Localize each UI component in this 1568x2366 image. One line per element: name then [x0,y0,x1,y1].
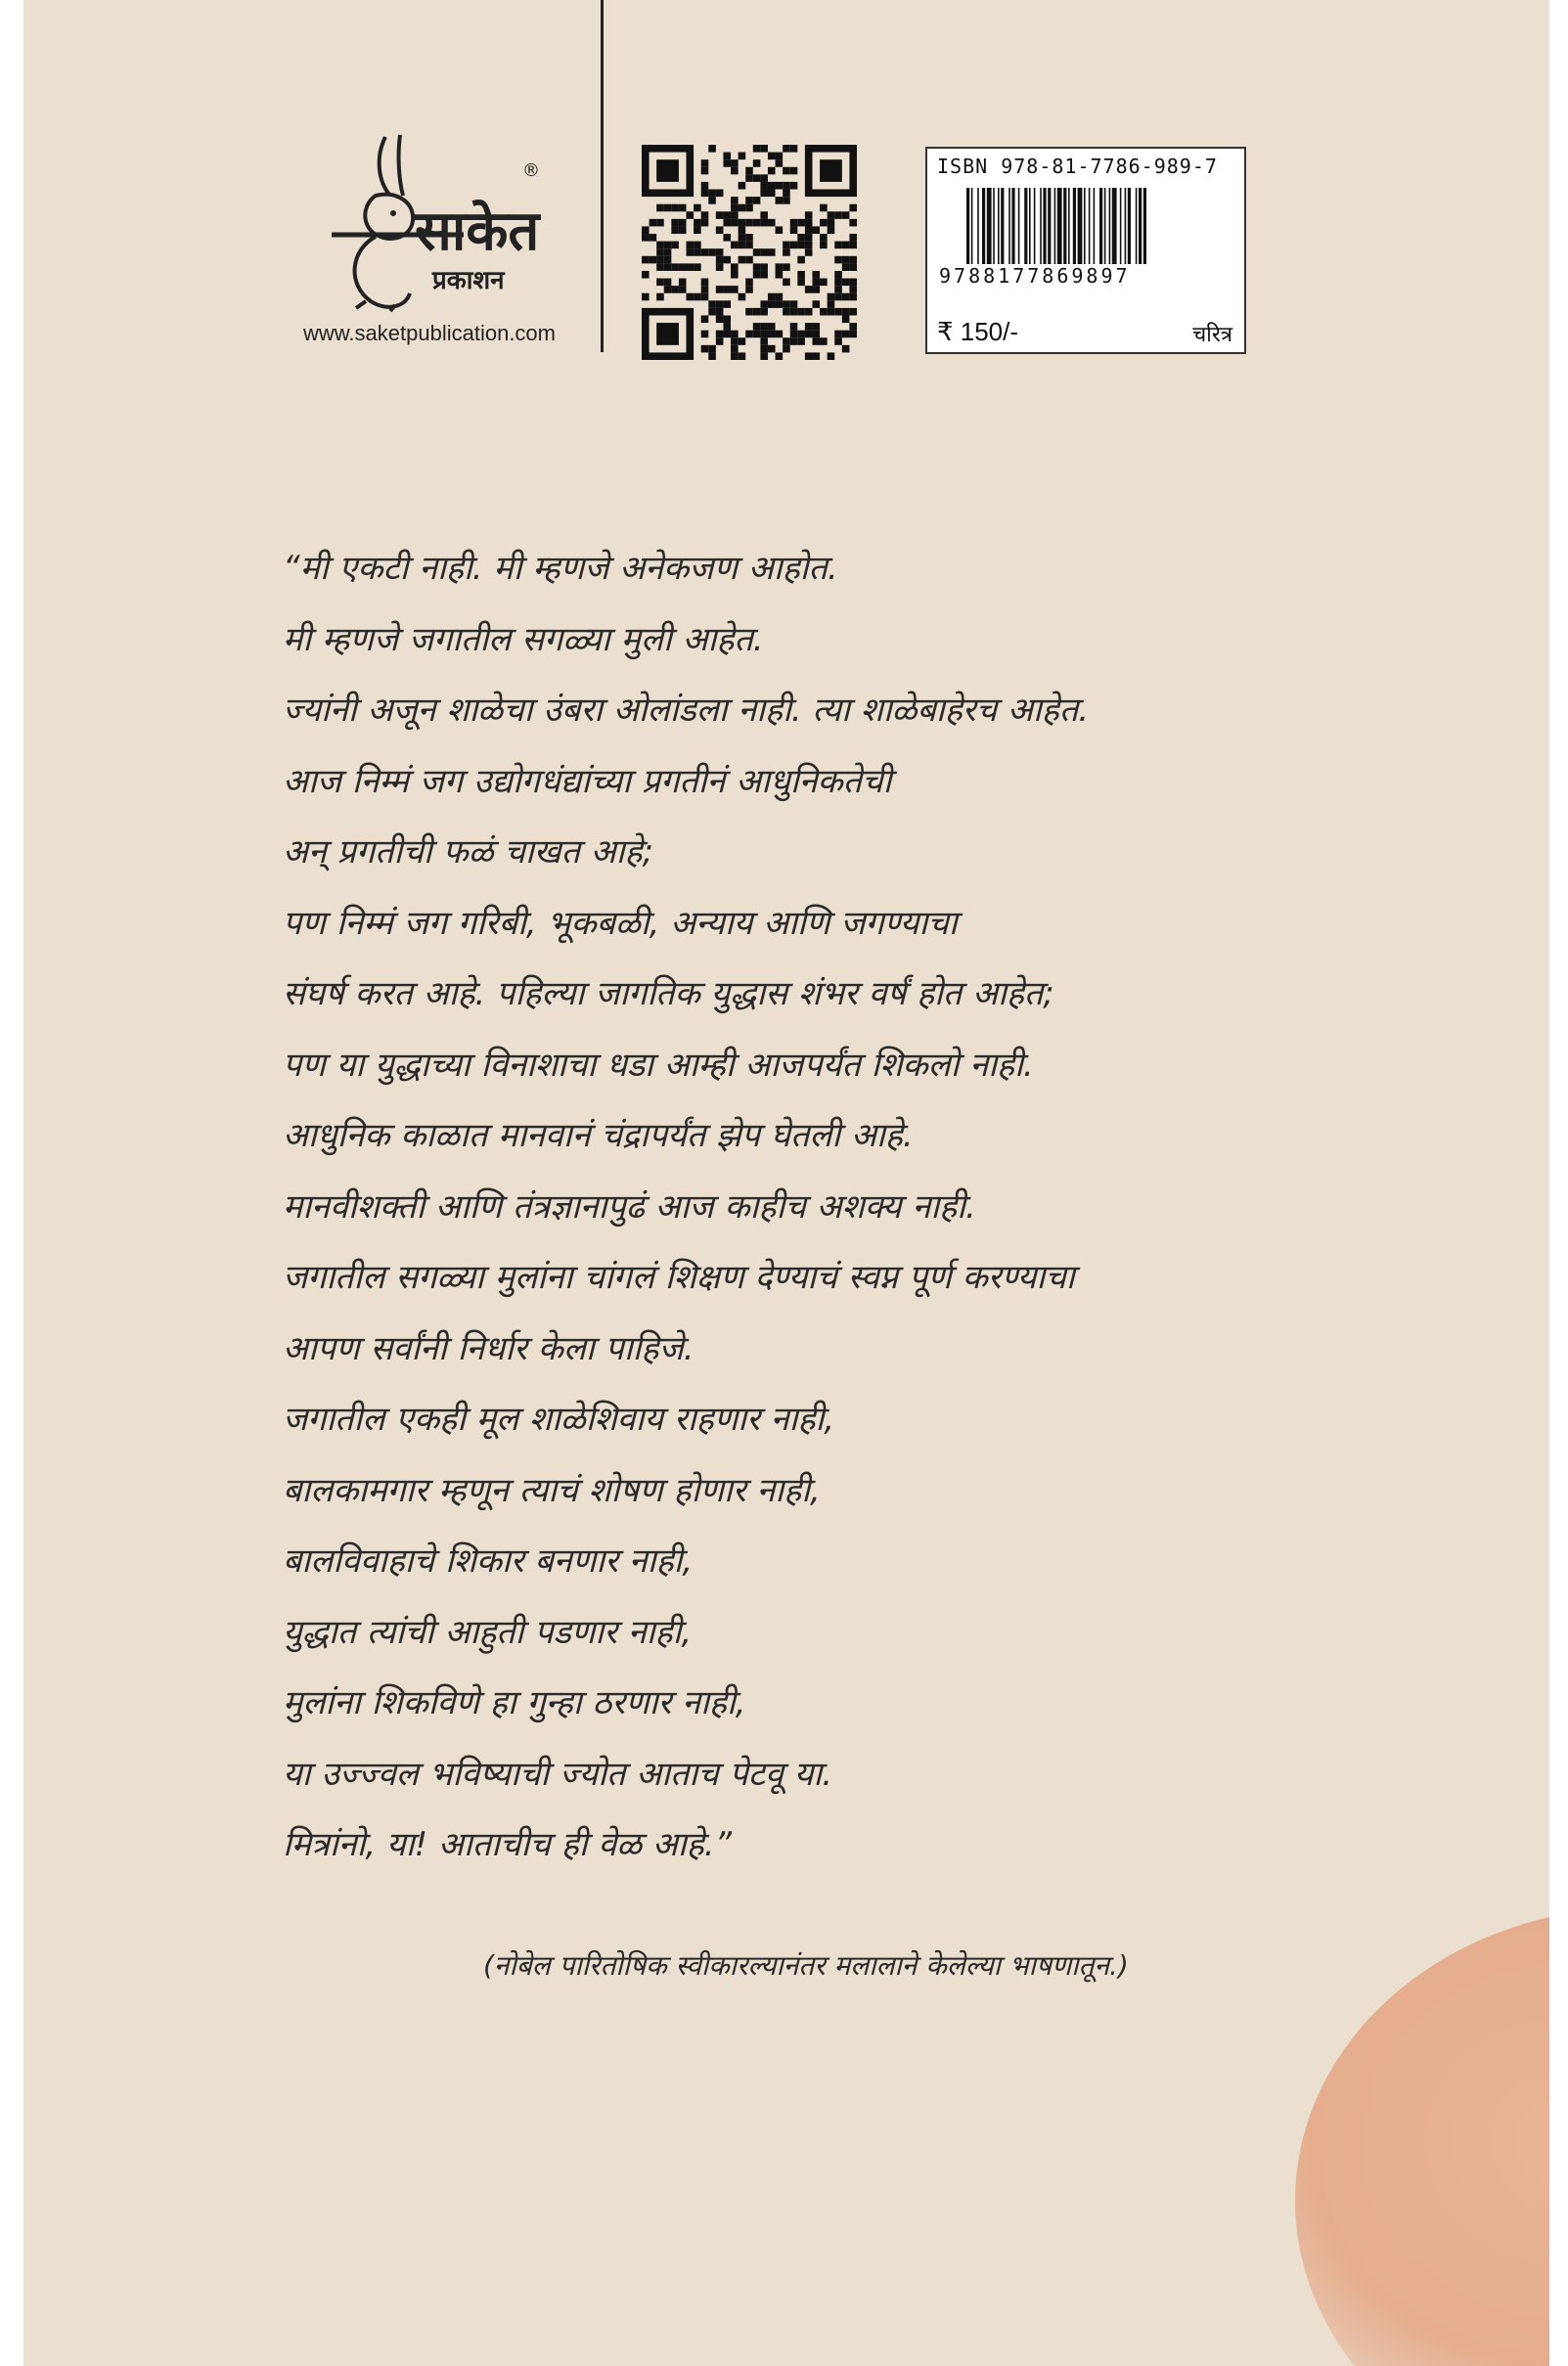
quote-line: मुलांना शिकविणे हा गुन्हा ठरणार नाही, [283,1683,746,1722]
book-price: ₹ 150/- [937,317,1019,346]
isbn-barcode-block [925,147,1246,354]
quote-line: जगातील सगळ्या मुलांना चांगलं शिक्षण देण्याचं स्वप्न पूर्ण करण्याचा [283,1258,1075,1297]
decorative-peach-shape [1295,1907,1549,2366]
header-divider [601,0,604,352]
quote-attribution: (नोबेल पारितोषिक स्वीकारल्यानंतर मलालाने केलेल्या भाषणातून.) [483,1949,1129,1982]
back-cover-quote [283,533,1456,1881]
quote-line: मी म्हणजे जगातील सगळ्या मुली आहेत. [283,619,764,659]
quote-line: आपण सर्वांनी निर्धार केला पाहिजे. [283,1328,694,1368]
logo-subtitle: प्रकाशन [432,266,505,295]
quote-line: संघर्ष करत आहे. पहिल्या जागतिक युद्धास शंभर वर्षं होत आहेत; [283,974,1054,1013]
registered-mark-icon: ® [522,160,540,181]
quote-line: मानवीशक्ती आणि तंत्रज्ञानापुढं आज काहीच अशक्य नाही. [283,1186,976,1227]
quote-line: बालविवाहाचे शिकार बनणार नाही, [283,1541,694,1581]
quote-line: अन् प्रगतीची फळं चाखत आहे; [283,832,654,871]
isbn-number: ISBN 978-81-7786-989-7 [937,155,1218,178]
rabbit-logo-icon [317,127,542,313]
quote-line: आधुनिक काळात मानवानं चंद्रापर्यंत झेप घेतली आहे. [283,1116,914,1155]
barcode-icon [966,188,1211,264]
qr-code-icon[interactable] [642,145,857,360]
book-back-cover [23,0,1549,2366]
quote-line: युद्धात त्यांची आहुती पडणार नाही, [283,1612,693,1652]
quote-line: या उज्ज्वल भविष्याची ज्योत आताच पेटवू या. [283,1754,833,1794]
book-genre: चरित्र [1192,323,1232,347]
publisher-website[interactable]: www.saketpublication.com [302,321,556,345]
quote-line: आज निम्मं जग उद्योगधंद्यांच्या प्रगतीनं आधुनिकतेची [283,761,892,801]
quote-line: ज्यांनी अजून शाळेचा उंबरा ओलांडला नाही. त्या शाळेबाहेरच आहेत. [283,691,1090,730]
quote-line: जगातील एकही मूल शाळेशिवाय राहणार नाही, [283,1400,835,1439]
quote-line: मित्रांनो, या! आताचीच ही वेळ आहे.” [283,1825,733,1864]
quote-line: पण या युद्धाच्या विनाशाचा धडा आम्ही आजपर्यंत शिकलो नाही. [283,1045,1034,1085]
barcode-number: 9788177869897 [939,264,1131,288]
publisher-logo [268,127,591,352]
quote-line: बालकामगार म्हणून त्याचं शोषण होणार नाही, [283,1470,821,1510]
quote-line: पण निम्मं जग गरिबी, भूकबळी, अन्याय आणि जगण्याचा [283,903,958,943]
logo-title: साकेत [415,200,540,263]
quote-line: “मी एकटी नाही. मी म्हणजे अनेकजण आहोत. [283,549,838,588]
